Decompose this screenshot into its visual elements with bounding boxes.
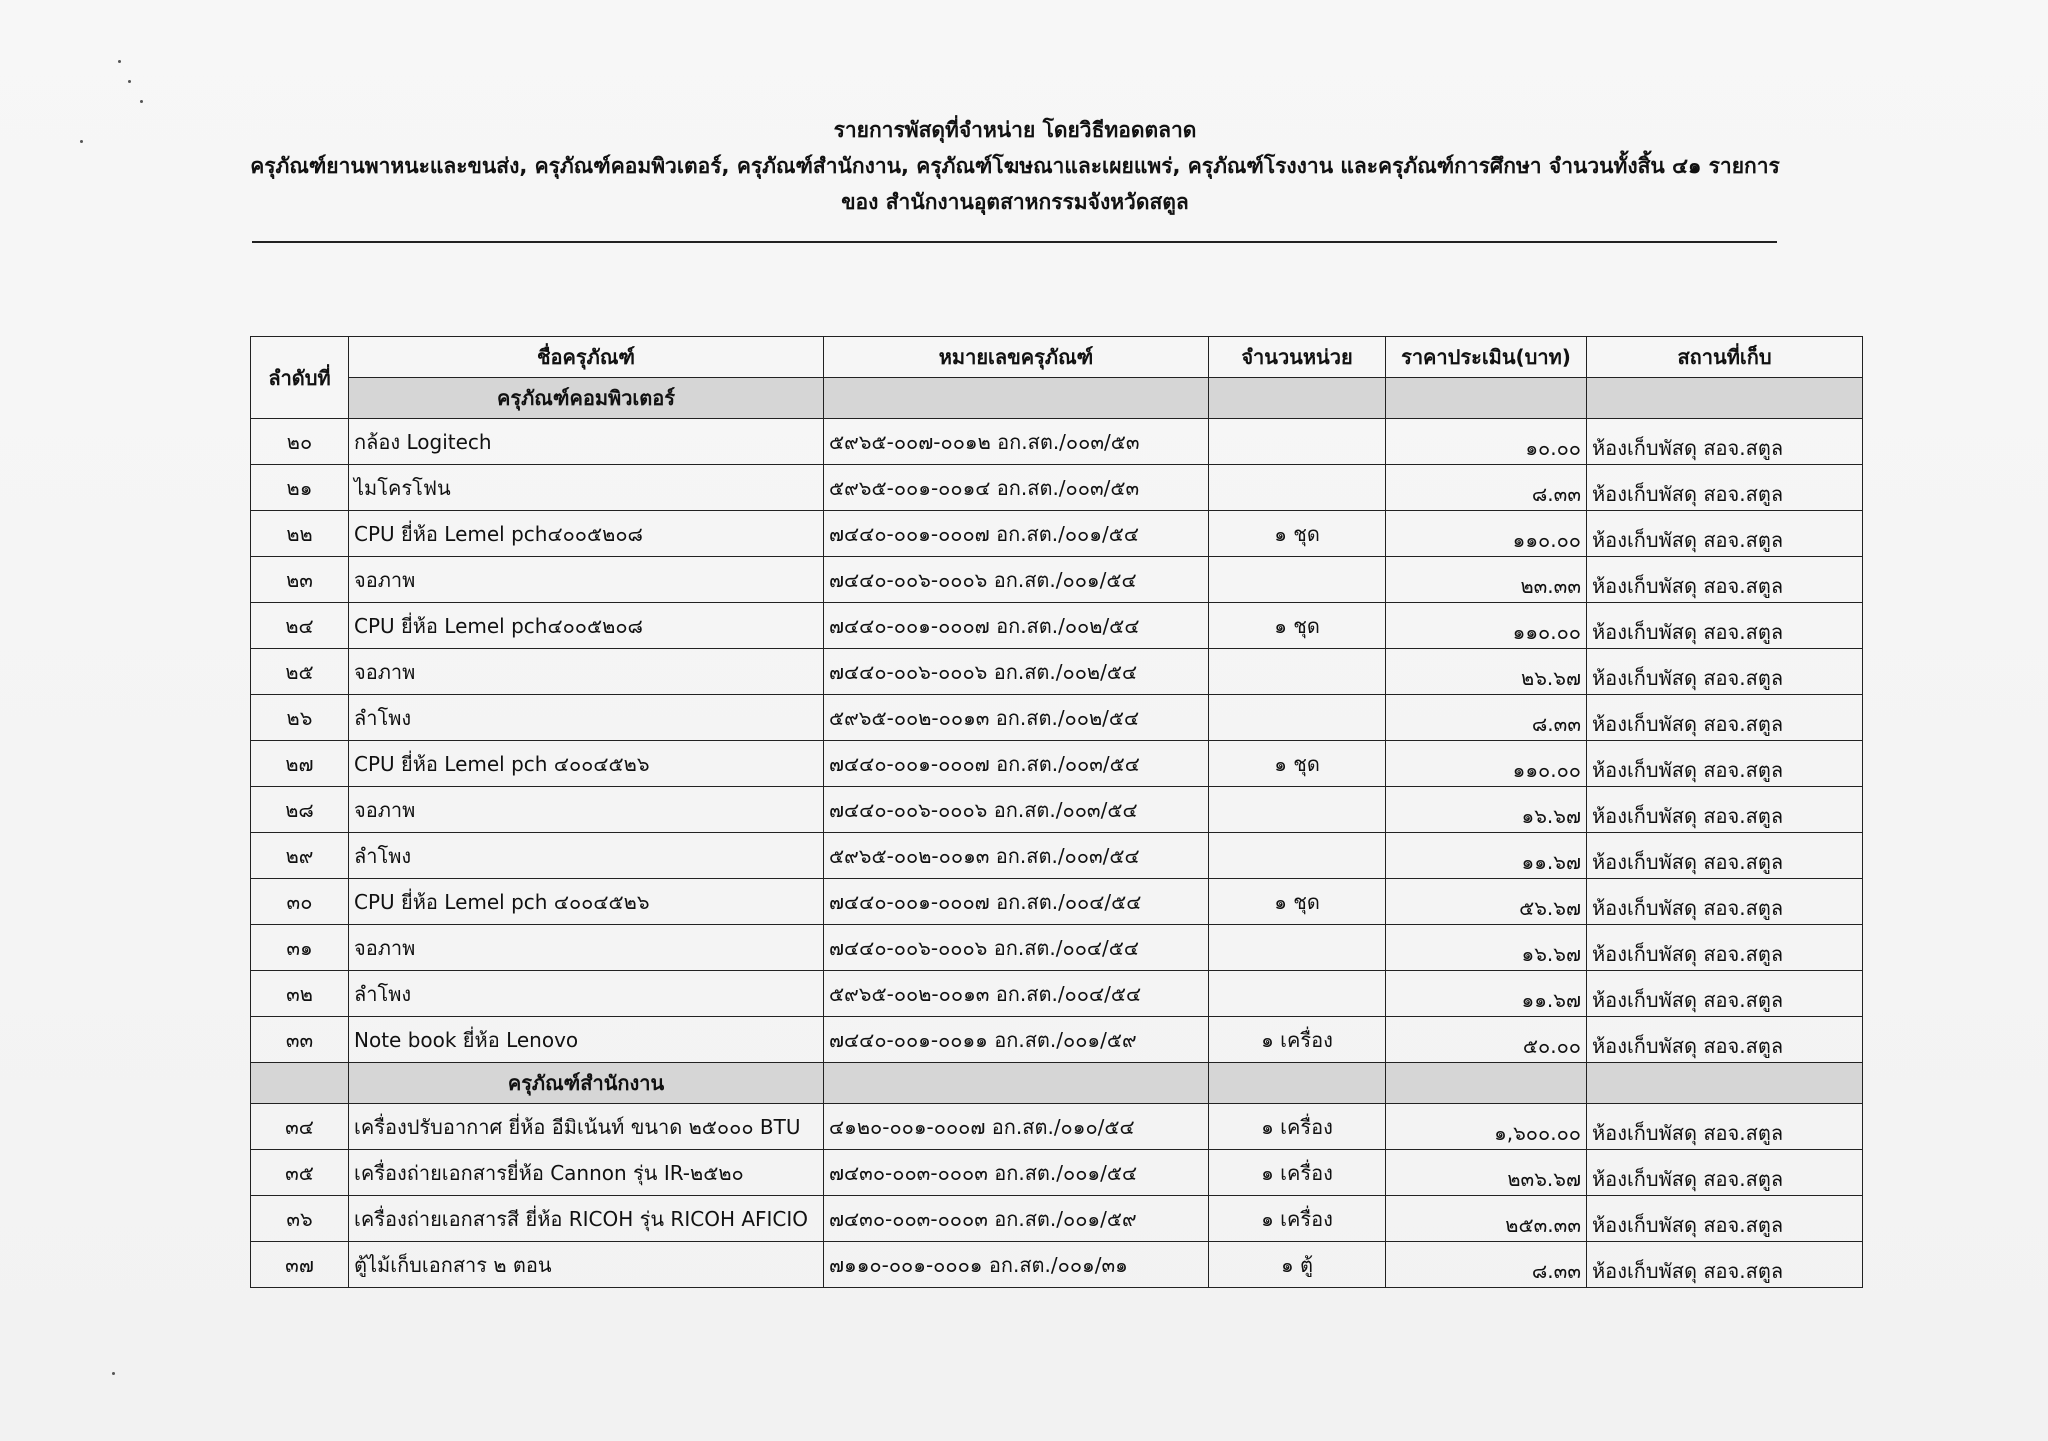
cell-code: ๗๔๔๐-๐๐๑-๐๐๐๗ อก.สต./๐๐๒/๕๔ (824, 603, 1209, 649)
cell-qty: ๑ เครื่อง (1209, 1196, 1386, 1242)
header-title: รายการพัสดุที่จำหน่าย โดยวิธีทอดตลาด (833, 118, 1197, 142)
cell-price: ๒๕๓.๓๓ (1386, 1196, 1587, 1242)
cell-no: ๓๑ (251, 925, 349, 971)
scan-speck (80, 140, 83, 143)
cell-store: ห้องเก็บพัสดุ สอจ.สตูล (1587, 603, 1863, 649)
cell-code: ๕๙๖๕-๐๐๗-๐๐๑๒ อก.สต./๐๐๓/๕๓ (824, 419, 1209, 465)
document-header (250, 112, 1780, 220)
table-row (251, 557, 1863, 603)
cell-price: ๑๑๐.๐๐ (1386, 741, 1587, 787)
column-header-qty: จำนวนหน่วย (1209, 337, 1386, 378)
column-header-name: ชื่อครุภัณฑ์ (349, 337, 824, 378)
cell-price: ๘.๓๓ (1386, 465, 1587, 511)
cell-no: ๒๔ (251, 603, 349, 649)
table-row (251, 1196, 1863, 1242)
cell-name: CPU ยี่ห้อ Lemel pch ๔๐๐๔๕๒๖ (349, 879, 824, 925)
cell-qty (1209, 419, 1386, 465)
table-row (251, 787, 1863, 833)
cell-store: ห้องเก็บพัสดุ สอจ.สตูล (1587, 925, 1863, 971)
cell-store: ห้องเก็บพัสดุ สอจ.สตูล (1587, 787, 1863, 833)
cell-name: CPU ยี่ห้อ Lemel pch๔๐๐๕๒๐๘ (349, 603, 824, 649)
table-row (251, 419, 1863, 465)
cell-qty (1209, 787, 1386, 833)
scan-speck (112, 1372, 115, 1375)
table-row (251, 603, 1863, 649)
table-header-row (251, 337, 1863, 378)
cell-price: ๒๖.๖๗ (1386, 649, 1587, 695)
cell-price: ๑๖.๖๗ (1386, 787, 1587, 833)
cell-name: กล้อง Logitech (349, 419, 824, 465)
cell-no: ๒๐ (251, 419, 349, 465)
cell-qty (1209, 465, 1386, 511)
table-row (251, 833, 1863, 879)
cell-store: ห้องเก็บพัสดุ สอจ.สตูล (1587, 741, 1863, 787)
table-row (251, 695, 1863, 741)
cell-qty: ๑ เครื่อง (1209, 1104, 1386, 1150)
cell-qty: ๑ เครื่อง (1209, 1017, 1386, 1063)
scan-speck (118, 60, 121, 63)
cell-code: ๗๔๔๐-๐๐๖-๐๐๐๖ อก.สต./๐๐๒/๕๔ (824, 649, 1209, 695)
cell-no: ๒๒ (251, 511, 349, 557)
cell-code: ๕๙๖๕-๐๐๑-๐๐๑๔ อก.สต./๐๐๓/๕๓ (824, 465, 1209, 511)
cell-name: เครื่องปรับอากาศ ยี่ห้อ อีมิเน้นท์ ขนาด ๒๕๐๐๐ BTU (349, 1104, 824, 1150)
cell-price: ๘.๓๓ (1386, 695, 1587, 741)
cell-store: ห้องเก็บพัสดุ สอจ.สตูล (1587, 649, 1863, 695)
cell-store: ห้องเก็บพัสดุ สอจ.สตูล (1587, 833, 1863, 879)
office-rows (251, 1104, 1863, 1288)
column-header-code: หมายเลขครุภัณฑ์ (824, 337, 1209, 378)
cell-no: ๓๐ (251, 879, 349, 925)
cell-no: ๓๕ (251, 1150, 349, 1196)
cell-qty: ๑ ตู้ (1209, 1242, 1386, 1288)
cell-code: ๕๙๖๕-๐๐๒-๐๐๑๓ อก.สต./๐๐๓/๕๔ (824, 833, 1209, 879)
cell-code: ๗๔๔๐-๐๐๑-๐๐๑๑ อก.สต./๐๐๑/๕๙ (824, 1017, 1209, 1063)
scan-speck (128, 80, 131, 83)
cell-qty: ๑ ชุด (1209, 511, 1386, 557)
cell-price: ๑,๖๐๐.๐๐ (1386, 1104, 1587, 1150)
cell-store: ห้องเก็บพัสดุ สอจ.สตูล (1587, 971, 1863, 1017)
cell-store: ห้องเก็บพัสดุ สอจ.สตูล (1587, 1242, 1863, 1288)
table-row (251, 741, 1863, 787)
cell-code: ๕๙๖๕-๐๐๒-๐๐๑๓ อก.สต./๐๐๔/๕๔ (824, 971, 1209, 1017)
table-row (251, 465, 1863, 511)
cell-code: ๗๔๔๐-๐๐๑-๐๐๐๗ อก.สต./๐๐๔/๕๔ (824, 879, 1209, 925)
column-header-store: สถานที่เก็บ (1587, 337, 1863, 378)
cell-price: ๕๐.๐๐ (1386, 1017, 1587, 1063)
category-label: ครุภัณฑ์สำนักงาน (349, 1063, 824, 1104)
category-row-computer (251, 378, 1863, 419)
cell-store: ห้องเก็บพัสดุ สอจ.สตูล (1587, 1017, 1863, 1063)
cell-price: ๑๑๐.๐๐ (1386, 511, 1587, 557)
cell-price: ๑๑.๖๗ (1386, 833, 1587, 879)
category-label: ครุภัณฑ์คอมพิวเตอร์ (349, 378, 824, 419)
cell-name: เครื่องถ่ายเอกสารสี ยี่ห้อ RICOH รุ่น RICOH AFICIO (349, 1196, 824, 1242)
table-row (251, 925, 1863, 971)
table-row (251, 649, 1863, 695)
cell-qty (1209, 557, 1386, 603)
column-header-price: ราคาประเมิน(บาท) (1386, 337, 1587, 378)
cell-code: ๗๔๔๐-๐๐๖-๐๐๐๖ อก.สต./๐๐๑/๕๔ (824, 557, 1209, 603)
cell-no: ๓๔ (251, 1104, 349, 1150)
table-row (251, 1017, 1863, 1063)
cell-code: ๗๑๑๐-๐๐๑-๐๐๐๑ อก.สต./๐๐๑/๓๑ (824, 1242, 1209, 1288)
cell-price: ๘.๓๓ (1386, 1242, 1587, 1288)
cell-no: ๓๓ (251, 1017, 349, 1063)
cell-price: ๒๓๖.๖๗ (1386, 1150, 1587, 1196)
cell-no: ๒๕ (251, 649, 349, 695)
header-rule (252, 241, 1777, 243)
cell-no: ๒๘ (251, 787, 349, 833)
cell-store: ห้องเก็บพัสดุ สอจ.สตูล (1587, 1104, 1863, 1150)
cell-price: ๒๓.๓๓ (1386, 557, 1587, 603)
cell-store: ห้องเก็บพัสดุ สอจ.สตูล (1587, 419, 1863, 465)
cell-store: ห้องเก็บพัสดุ สอจ.สตูล (1587, 695, 1863, 741)
cell-name: CPU ยี่ห้อ Lemel pch๔๐๐๕๒๐๘ (349, 511, 824, 557)
cell-no: ๒๖ (251, 695, 349, 741)
cell-name: จอภาพ (349, 649, 824, 695)
computer-rows (251, 419, 1863, 1063)
cell-qty: ๑ เครื่อง (1209, 1150, 1386, 1196)
cell-store: ห้องเก็บพัสดุ สอจ.สตูล (1587, 511, 1863, 557)
cell-code: ๗๔๔๐-๐๐๑-๐๐๐๗ อก.สต./๐๐๓/๕๔ (824, 741, 1209, 787)
cell-store: ห้องเก็บพัสดุ สอจ.สตูล (1587, 557, 1863, 603)
table-row (251, 511, 1863, 557)
cell-name: จอภาพ (349, 925, 824, 971)
cell-qty (1209, 833, 1386, 879)
cell-name: Note book ยี่ห้อ Lenovo (349, 1017, 824, 1063)
cell-name: จอภาพ (349, 787, 824, 833)
disposal-items-table (250, 336, 1863, 1288)
scan-speck (140, 100, 143, 103)
cell-qty: ๑ ชุด (1209, 879, 1386, 925)
cell-qty (1209, 695, 1386, 741)
cell-price: ๑๑๐.๐๐ (1386, 603, 1587, 649)
cell-code: ๕๙๖๕-๐๐๒-๐๐๑๓ อก.สต./๐๐๒/๕๔ (824, 695, 1209, 741)
header-agency: ของ สำนักงานอุตสาหกรรมจังหวัดสตูล (841, 190, 1189, 214)
cell-name: ตู้ไม้เก็บเอกสาร ๒ ตอน (349, 1242, 824, 1288)
cell-code: ๗๔๔๐-๐๐๖-๐๐๐๖ อก.สต./๐๐๓/๕๔ (824, 787, 1209, 833)
cell-store: ห้องเก็บพัสดุ สอจ.สตูล (1587, 1196, 1863, 1242)
cell-name: เครื่องถ่ายเอกสารยี่ห้อ Cannon รุ่น IR-๒๕๒๐ (349, 1150, 824, 1196)
cell-code: ๗๔๔๐-๐๐๑-๐๐๐๗ อก.สต./๐๐๑/๕๔ (824, 511, 1209, 557)
cell-store: ห้องเก็บพัสดุ สอจ.สตูล (1587, 465, 1863, 511)
cell-name: ลำโพง (349, 695, 824, 741)
cell-qty (1209, 649, 1386, 695)
cell-no: ๓๒ (251, 971, 349, 1017)
header-subtitle: ครุภัณฑ์ยานพาหนะและขนส่ง, ครุภัณฑ์คอมพิวเตอร์, ครุภัณฑ์สำนักงาน, ครุภัณฑ์โฆษณาและเผยแพร่, ครุภัณฑ์โรงงาน และครุภัณฑ์การศึกษา จำนวนทั้งสิ้น ๔๑ รายการ (250, 154, 1780, 178)
table-row (251, 879, 1863, 925)
cell-no: ๒๙ (251, 833, 349, 879)
column-header-no: ลำดับที่ (251, 337, 349, 419)
table-row (251, 1150, 1863, 1196)
table-row (251, 1242, 1863, 1288)
cell-price: ๑๐.๐๐ (1386, 419, 1587, 465)
cell-name: จอภาพ (349, 557, 824, 603)
cell-price: ๕๖.๖๗ (1386, 879, 1587, 925)
cell-no: ๒๑ (251, 465, 349, 511)
cell-store: ห้องเก็บพัสดุ สอจ.สตูล (1587, 879, 1863, 925)
cell-name: CPU ยี่ห้อ Lemel pch ๔๐๐๔๕๒๖ (349, 741, 824, 787)
cell-no: ๓๗ (251, 1242, 349, 1288)
cell-name: ลำโพง (349, 833, 824, 879)
cell-name: ไมโครโฟน (349, 465, 824, 511)
category-row-office (251, 1063, 1863, 1104)
cell-qty: ๑ ชุด (1209, 741, 1386, 787)
cell-code: ๗๔๓๐-๐๐๓-๐๐๐๓ อก.สต./๐๐๑/๕๔ (824, 1150, 1209, 1196)
cell-price: ๑๑.๖๗ (1386, 971, 1587, 1017)
cell-no: ๒๓ (251, 557, 349, 603)
cell-qty (1209, 925, 1386, 971)
cell-store: ห้องเก็บพัสดุ สอจ.สตูล (1587, 1150, 1863, 1196)
cell-price: ๑๖.๖๗ (1386, 925, 1587, 971)
cell-qty (1209, 971, 1386, 1017)
cell-code: ๗๔๓๐-๐๐๓-๐๐๐๓ อก.สต./๐๐๑/๕๙ (824, 1196, 1209, 1242)
cell-code: ๔๑๒๐-๐๐๑-๐๐๐๗ อก.สต./๐๑๐/๕๔ (824, 1104, 1209, 1150)
cell-code: ๗๔๔๐-๐๐๖-๐๐๐๖ อก.สต./๐๐๔/๕๔ (824, 925, 1209, 971)
cell-no: ๒๗ (251, 741, 349, 787)
table-row (251, 1104, 1863, 1150)
cell-no: ๓๖ (251, 1196, 349, 1242)
table-row (251, 971, 1863, 1017)
cell-qty: ๑ ชุด (1209, 603, 1386, 649)
cell-name: ลำโพง (349, 971, 824, 1017)
